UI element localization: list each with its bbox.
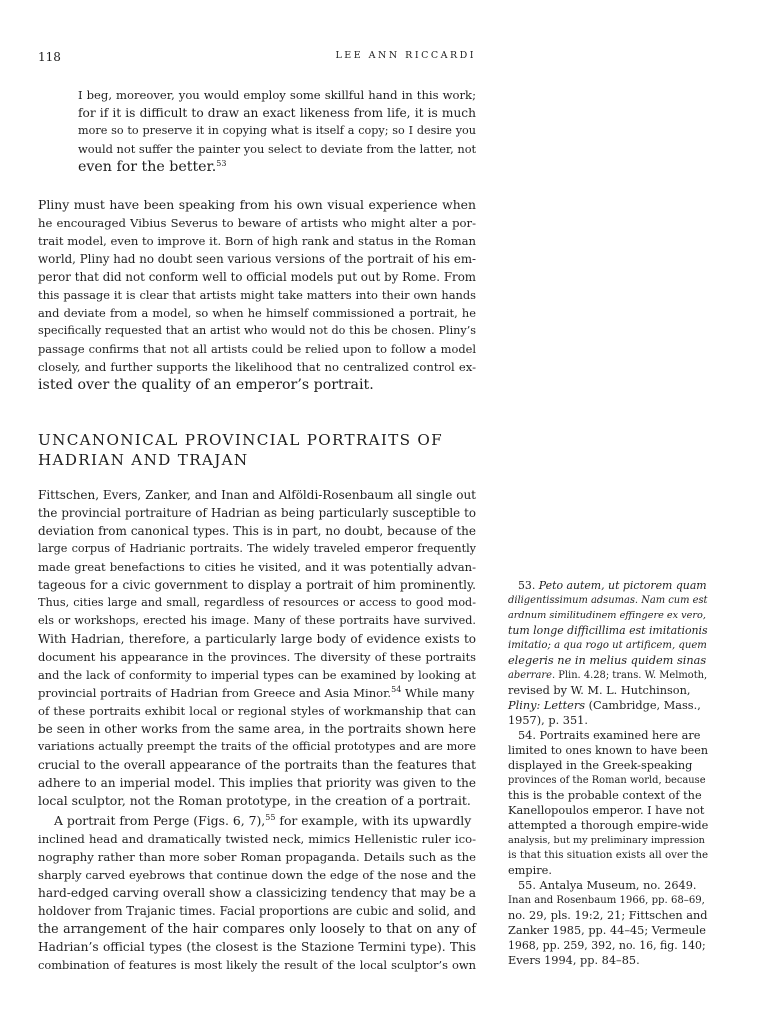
text-line: variations actually preempt the traits of the official prototypes and are more — [38, 740, 476, 753]
running-head — [38, 50, 476, 66]
section-heading: UNCANONICAL PROVINCIAL PORTRAITS OF — [38, 431, 444, 449]
text-line: Hadrian’s official types (the closest is the Stazione Termini type). This — [38, 940, 476, 954]
text-line: the arrangement of the hair compares only loosely to that on any of — [38, 921, 476, 936]
footnote-line: analysis, but my preliminary impression — [508, 835, 705, 846]
footnote-line: tum longe difficillima est imitationis — [508, 624, 708, 637]
footnote-line: attempted a thorough empire-wide — [508, 819, 709, 832]
text-line: deviation from canonical types. This is in part, no doubt, because of the — [38, 524, 476, 538]
text-line: nography rather than more sober Roman propaganda. Details such as the — [38, 850, 476, 864]
book-title: Pliny: Letters — [508, 699, 586, 712]
text-line: local sculptor, not the Roman prototype, in the creation of a portrait. — [38, 793, 471, 808]
footnote-ref-55: 55 — [265, 813, 276, 822]
quote-line: for if it is difficult to draw an exact likeness from life, it is much — [78, 106, 476, 120]
text-line: tageous for a civic government to display a portrait of him prominently. — [38, 578, 476, 592]
footnote-line: Inan and Rosenbaum 1966, pp. 68–69, — [508, 895, 705, 906]
footnote-line — [508, 698, 708, 713]
footnote-line: revised by W. M. L. Hutchinson, — [508, 684, 691, 697]
text-line: closely, and further supports the likelihood that no centralized control ex- — [38, 360, 476, 374]
text-line: Fittschen, Evers, Zanker, and Inan and Alföldi-Rosenbaum all single out — [38, 488, 476, 502]
text-line: combination of features is most likely the result of the local sculptor’s own — [38, 958, 476, 972]
footnote-line: 1968, pp. 259, 392, no. 16, fig. 140; — [508, 939, 706, 952]
text-line: the provincial portraiture of Hadrian as being particularly susceptible to — [38, 506, 476, 520]
footnote-line: limited to ones known to have been — [508, 744, 708, 757]
footnote-line: 54. Portraits examined here are — [518, 729, 701, 742]
text-line: world, Pliny had no doubt seen various versions of the portrait of his em- — [38, 252, 476, 266]
text-line: crucial to the overall appearance of the portraits than the features that — [38, 758, 476, 772]
text-line: trait model, even to improve it. Born of high rank and status in the Roman — [38, 234, 476, 248]
text-line: With Hadrian, therefore, a particularly large body of evidence exists to — [38, 632, 476, 646]
text-line: document his appearance in the provinces. The diversity of these portraits — [38, 650, 476, 664]
text-line: passage confirms that not all artists could be relied upon to follow a model — [38, 342, 476, 356]
text-span: provincial portraits of Hadrian from Greece and Asia Minor. — [38, 686, 392, 700]
text-line: holdover from Trajanic times. Facial proportions are cubic and solid, and — [38, 904, 476, 918]
section-heading: HADRIAN AND TRAJAN — [38, 451, 249, 469]
running-head-author: LEE ANN RICCARDI — [335, 50, 476, 61]
quote-text: even for the better. — [78, 159, 217, 175]
text-span: While many — [401, 686, 475, 700]
text-line: he encouraged Vibius Severus to beware of artists who might alter a por- — [38, 216, 476, 230]
quote-line: more so to preserve it in copying what is itself a copy; so I desire you — [78, 124, 476, 137]
text-line: be seen in other works from the same area, in the portraits shown here — [38, 722, 476, 736]
latin-text: Peto autem, ut pictorem quam — [538, 579, 707, 592]
quote-line: would not suffer the painter you select to deviate from the latter, not — [78, 142, 477, 156]
quote-line — [78, 158, 476, 176]
footnote-line: diligentissimum adsumas. Nam cum est — [508, 595, 708, 606]
footnote-line: ardnum similitudinem effingere ex vero, — [508, 610, 706, 621]
text-line: and the lack of conformity to imperial types can be examined by looking at — [38, 668, 476, 682]
text-line — [54, 812, 476, 830]
text-line: of these portraits exhibit local or regional styles of workmanship that can — [38, 704, 476, 718]
footnote-line: this is the probable context of the — [508, 789, 702, 802]
footnote-line: 55. Antalya Museum, no. 2649. — [518, 879, 697, 892]
text-span: A portrait from Perge (Figs. 6, 7), — [54, 813, 266, 828]
footnote-line: displayed in the Greek-speaking — [508, 759, 693, 772]
text-span: for example, with its upwardly — [275, 813, 472, 828]
text-line: Pliny must have been speaking from his own visual experience when — [38, 197, 476, 212]
text-line: large corpus of Hadrianic portraits. The widely traveled emperor frequently — [38, 542, 476, 555]
footnote-ref-54: 54 — [391, 685, 402, 694]
text-line — [38, 684, 476, 702]
text-line: isted over the quality of an emperor’s portrait. — [38, 377, 374, 393]
text-line: Thus, cities large and small, regardless of resources or access to good mod- — [38, 596, 476, 609]
text-line: specifically requested that an artist who would not do this be chosen. Pliny’s — [38, 324, 476, 337]
footnote-line: Kanellopoulos emperor. I have not — [508, 804, 705, 817]
page-number: 118 — [38, 50, 61, 64]
footnote-line — [518, 578, 708, 593]
footnote-line: provinces of the Roman world, because — [508, 775, 706, 786]
latin-text: aberrare. — [508, 670, 556, 681]
footnote-text: Plin. 4.28; trans. W. Melmoth, — [555, 670, 708, 681]
footnote-line: Evers 1994, pp. 84–85. — [508, 954, 640, 967]
footnote-line: 1957), p. 351. — [508, 714, 588, 727]
footnote-number: 53. — [518, 579, 539, 592]
text-line: els or workshops, erected his image. Many of these portraits have survived. — [38, 614, 476, 627]
footnote-ref-53: 53 — [216, 159, 227, 168]
text-line: and deviate from a model, so when he himself commissioned a portrait, he — [38, 306, 476, 320]
quote-line: I beg, moreover, you would employ some skillful hand in this work; — [78, 88, 476, 102]
text-line: adhere to an imperial model. This implies that priority was given to the — [38, 776, 476, 790]
footnote-line: imitatio; a qua rogo ut artificem, quem — [508, 640, 707, 651]
text-line: hard-edged carving overall show a classicizing tendency that may be a — [38, 886, 476, 900]
text-line: peror that did not conform well to official models put out by Rome. From — [38, 270, 476, 284]
footnote-line — [508, 668, 708, 683]
footnote-line: elegeris ne in melius quidem sinas — [508, 654, 707, 667]
text-line: made great benefactions to cities he visited, and it was potentially advan- — [38, 560, 476, 574]
text-line: this passage it is clear that artists might take matters into their own hands — [38, 288, 476, 302]
footnote-line: no. 29, pls. 19:2, 21; Fittschen and — [508, 909, 708, 922]
text-line: inclined head and dramatically twisted neck, mimics Hellenistic ruler ico- — [38, 832, 476, 846]
footnote-text: (Cambridge, Mass., — [585, 699, 701, 712]
footnote-line: is that this situation exists all over the — [508, 849, 709, 861]
text-line: sharply carved eyebrows that continue down the edge of the nose and the — [38, 868, 476, 882]
footnote-line: Zanker 1985, pp. 44–45; Vermeule — [508, 924, 706, 937]
footnote-line: empire. — [508, 864, 552, 877]
